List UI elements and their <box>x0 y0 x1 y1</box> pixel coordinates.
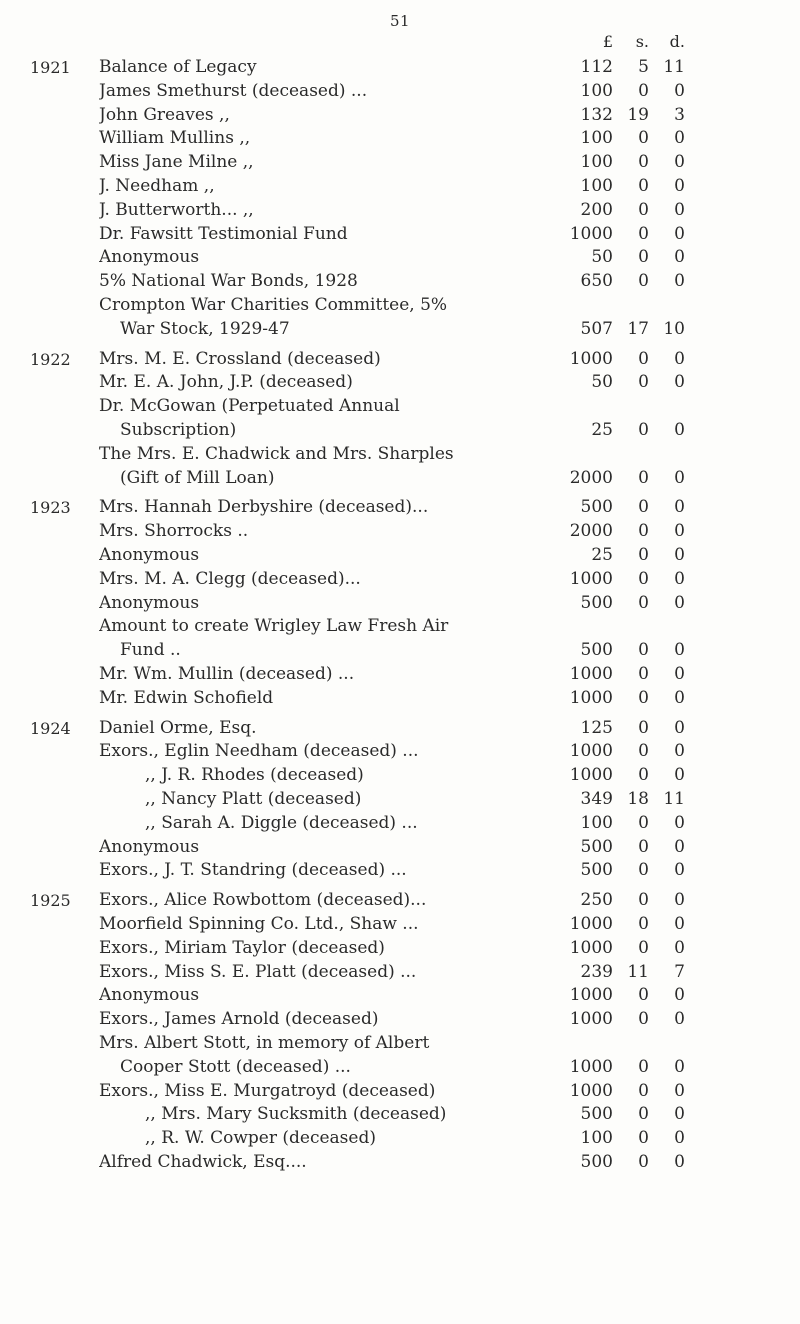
ledger-entry <box>0 615 800 638</box>
amount-shillings: 0 <box>638 1128 649 1149</box>
amount-pounds: 112 <box>580 57 613 77</box>
ledger-entry <box>0 56 800 79</box>
entry-description: Exors., Alice Rowbottom (deceased)... <box>99 890 427 911</box>
ledger-entry <box>0 544 800 567</box>
amount-pounds: 1000 <box>569 937 613 958</box>
entry-description: Dr. McGowan (Perpetuated Annual <box>99 396 400 417</box>
amount-pence: 0 <box>674 223 685 244</box>
entry-description: Mrs. M. E. Crossland (deceased) <box>99 348 381 369</box>
page-number: 51 <box>389 12 411 30</box>
ledger-entry <box>0 80 800 103</box>
entry-description: Anonymous <box>99 836 200 857</box>
amount-pence: 0 <box>674 687 685 708</box>
amount-pence: 0 <box>674 568 685 589</box>
ledger-entry <box>0 687 800 710</box>
amount-pence: 0 <box>674 1152 685 1172</box>
amount-pounds: 500 <box>580 592 613 613</box>
ledger-entry <box>0 788 800 811</box>
ledger-entry <box>0 984 800 1007</box>
entry-year: 1921 <box>30 58 71 77</box>
amount-shillings: 0 <box>638 467 649 488</box>
amount-shillings: 0 <box>638 1009 649 1030</box>
amount-pence: 3 <box>674 104 685 125</box>
amount-pence: 0 <box>674 1056 685 1077</box>
ledger-entry <box>0 443 800 466</box>
ledger-entry <box>0 1151 800 1174</box>
ledger-entry-continuation <box>0 1056 800 1079</box>
amount-pence: 0 <box>674 985 685 1006</box>
amount-pence: 0 <box>674 937 685 958</box>
amount-pence: 0 <box>674 640 685 661</box>
entry-description: War Stock, 1929-47 <box>120 318 290 339</box>
amount-pence: 0 <box>674 890 685 911</box>
amount-shillings: 0 <box>638 592 649 613</box>
entry-description: Exors., Miss E. Murgatroyd (deceased) <box>99 1080 436 1101</box>
amount-pence: 0 <box>674 128 685 149</box>
entry-description: Mrs. M. A. Clegg (deceased)... <box>99 568 361 589</box>
amount-shillings: 0 <box>638 812 649 833</box>
amount-shillings: 0 <box>638 568 649 589</box>
ledger-entry-continuation <box>0 419 800 442</box>
entry-description: ,, Mrs. Mary Sucksmith (deceased) <box>145 1104 447 1125</box>
amount-pounds: 2000 <box>569 521 613 542</box>
amount-pounds: 500 <box>580 640 613 661</box>
entry-description: J. Butterworth... ,, <box>99 199 254 220</box>
amount-shillings: 0 <box>638 348 649 369</box>
ledger-entry <box>0 371 800 394</box>
amount-shillings: 0 <box>638 914 649 934</box>
entry-description: Subscription) <box>120 420 237 440</box>
entry-description: Exors., J. T. Standring (deceased) ... <box>99 860 407 881</box>
amount-pence: 0 <box>674 914 685 934</box>
amount-shillings: 0 <box>638 717 649 738</box>
entry-description: Moorfield Spinning Co. Ltd., Shaw ... <box>99 914 419 934</box>
shillings-header: s. <box>635 32 649 51</box>
amount-pounds: 2000 <box>569 467 613 488</box>
amount-shillings: 0 <box>638 1080 649 1101</box>
amount-pence: 0 <box>674 521 685 542</box>
amount-shillings: 0 <box>638 199 649 220</box>
entry-description: Mr. Wm. Mullin (deceased) ... <box>99 664 355 684</box>
amount-pence: 0 <box>674 812 685 833</box>
ledger-entry <box>0 764 800 787</box>
ledger-entry <box>0 520 800 543</box>
entry-description: Exors., Miriam Taylor (deceased) <box>99 937 385 958</box>
ledger-entry <box>0 104 800 127</box>
ledger-entry <box>0 913 800 936</box>
amount-pounds: 500 <box>580 1152 613 1172</box>
amount-shillings: 0 <box>638 985 649 1006</box>
amount-pounds: 507 <box>580 318 613 339</box>
amount-shillings: 0 <box>638 521 649 542</box>
ledger-entry <box>0 717 800 740</box>
amount-pounds: 1000 <box>569 664 613 684</box>
amount-pounds: 1000 <box>569 1009 613 1030</box>
ledger-entry <box>0 395 800 418</box>
amount-pence: 0 <box>674 741 685 762</box>
ledger-entry <box>0 199 800 222</box>
amount-shillings: 0 <box>638 687 649 708</box>
amount-pounds: 1000 <box>569 914 613 934</box>
entry-description: William Mullins ,, <box>99 128 251 149</box>
amount-pence: 0 <box>674 176 685 196</box>
entry-description: James Smethurst (deceased) ... <box>99 80 368 101</box>
amount-pence: 0 <box>674 1128 685 1149</box>
ledger-entry-continuation <box>0 467 800 490</box>
amount-pounds: 125 <box>580 717 613 738</box>
amount-pence: 7 <box>674 961 685 982</box>
amount-pence: 0 <box>674 545 685 565</box>
amount-pounds: 200 <box>580 199 613 220</box>
entry-description: Miss Jane Milne ,, <box>99 152 254 173</box>
amount-pounds: 100 <box>580 152 613 173</box>
amount-pence: 0 <box>674 497 685 518</box>
amount-pounds: 500 <box>580 836 613 857</box>
ledger-entry <box>0 246 800 269</box>
amount-pounds: 500 <box>580 497 613 518</box>
ledger-entry <box>0 223 800 246</box>
amount-pounds: 25 <box>591 420 613 440</box>
ledger-entry <box>0 592 800 615</box>
amount-shillings: 0 <box>638 247 649 268</box>
ledger-entry <box>0 836 800 859</box>
entry-description: Fund .. <box>120 640 181 661</box>
amount-pence: 0 <box>674 199 685 220</box>
entry-description: Exors., Miss S. E. Platt (deceased) ... <box>99 961 417 982</box>
entry-description: Crompton War Charities Committee, 5% <box>99 295 448 315</box>
amount-shillings: 5 <box>638 57 649 77</box>
ledger-entry <box>0 859 800 882</box>
ledger-entry <box>0 496 800 519</box>
amount-pence: 0 <box>674 664 685 684</box>
amount-pounds: 1000 <box>569 1080 613 1101</box>
amount-pence: 0 <box>674 80 685 101</box>
entry-description: Anonymous <box>99 985 200 1006</box>
ledger-entry <box>0 937 800 960</box>
ledger-entry-continuation <box>0 639 800 662</box>
amount-pounds: 100 <box>580 80 613 101</box>
amount-pence: 0 <box>674 247 685 268</box>
currency-header <box>0 30 800 53</box>
amount-pence: 10 <box>663 318 685 339</box>
amount-pence: 0 <box>674 1104 685 1125</box>
amount-pounds: 1000 <box>569 1056 613 1077</box>
amount-shillings: 0 <box>638 860 649 881</box>
amount-pence: 11 <box>663 57 685 77</box>
amount-shillings: 0 <box>638 664 649 684</box>
amount-pence: 0 <box>674 717 685 738</box>
entry-description: John Greaves ,, <box>99 104 230 125</box>
amount-pence: 0 <box>674 271 685 292</box>
amount-shillings: 0 <box>638 271 649 292</box>
entry-description: Balance of Legacy <box>99 57 257 77</box>
entry-description: J. Needham ,, <box>99 176 215 196</box>
amount-pounds: 1000 <box>569 348 613 369</box>
amount-shillings: 0 <box>638 937 649 958</box>
entry-description: Mrs. Albert Stott, in memory of Albert <box>99 1033 430 1053</box>
amount-pence: 0 <box>674 836 685 857</box>
ledger-entry <box>0 663 800 686</box>
amount-shillings: 18 <box>627 789 649 809</box>
entry-description: (Gift of Mill Loan) <box>120 467 275 488</box>
amount-shillings: 11 <box>627 961 649 982</box>
entry-year: 1923 <box>30 498 71 518</box>
entry-description: ,, R. W. Cowper (deceased) <box>145 1128 376 1149</box>
amount-shillings: 0 <box>638 152 649 173</box>
ledger-entry <box>0 961 800 984</box>
entry-description: ,, Nancy Platt (deceased) <box>145 789 362 809</box>
amount-pounds: 1000 <box>569 687 613 708</box>
entry-year: 1922 <box>30 349 71 369</box>
amount-shillings: 0 <box>638 128 649 149</box>
ledger-entry <box>0 175 800 198</box>
entry-year: 1925 <box>30 891 71 911</box>
amount-pounds: 100 <box>580 128 613 149</box>
ledger-entry <box>0 294 800 317</box>
ledger-entry <box>0 127 800 150</box>
ledger-entry <box>0 812 800 835</box>
amount-shillings: 0 <box>638 1104 649 1125</box>
amount-shillings: 0 <box>638 741 649 762</box>
amount-shillings: 0 <box>638 1056 649 1077</box>
entry-description: Mr. E. A. John, J.P. (deceased) <box>99 372 353 393</box>
amount-pounds: 1000 <box>569 985 613 1006</box>
amount-pence: 0 <box>674 592 685 613</box>
amount-pounds: 500 <box>580 1104 613 1125</box>
amount-pounds: 100 <box>580 1128 613 1149</box>
amount-pounds: 250 <box>580 890 613 911</box>
ledger-entry <box>0 270 800 293</box>
ledger-entry <box>0 1008 800 1031</box>
ledger-entry <box>0 1080 800 1103</box>
entry-description: The Mrs. E. Chadwick and Mrs. Sharples <box>99 443 454 464</box>
entry-description: Exors., Eglin Needham (deceased) ... <box>99 741 419 762</box>
amount-shillings: 0 <box>638 372 649 393</box>
entry-description: Anonymous <box>99 247 200 268</box>
amount-shillings: 0 <box>638 836 649 857</box>
amount-pence: 0 <box>674 860 685 881</box>
ledger-entry-continuation <box>0 318 800 341</box>
amount-pounds: 132 <box>580 104 613 125</box>
pence-header: d. <box>669 32 685 51</box>
entry-description: Exors., James Arnold (deceased) <box>99 1009 379 1030</box>
entry-description: Cooper Stott (deceased) ... <box>120 1056 351 1077</box>
ledger-entry <box>0 348 800 371</box>
amount-pounds: 1000 <box>569 741 613 762</box>
entry-description: ,, Sarah A. Diggle (deceased) ... <box>145 812 418 833</box>
amount-shillings: 0 <box>638 765 649 786</box>
entry-description: ,, J. R. Rhodes (deceased) <box>145 765 364 786</box>
amount-pence: 0 <box>674 420 685 440</box>
entry-description: Dr. Fawsitt Testimonial Fund <box>99 223 348 244</box>
amount-shillings: 0 <box>638 420 649 440</box>
amount-pence: 0 <box>674 1080 685 1101</box>
entry-year: 1924 <box>30 718 71 738</box>
entry-description: Anonymous <box>99 592 200 613</box>
entry-description: Amount to create Wrigley Law Fresh Air <box>99 616 449 637</box>
amount-pounds: 100 <box>580 176 613 196</box>
amount-shillings: 0 <box>638 223 649 244</box>
amount-pounds: 349 <box>580 789 613 809</box>
ledger-entry <box>0 740 800 763</box>
entry-description: Mrs. Hannah Derbyshire (deceased)... <box>99 497 429 518</box>
ledger-entry <box>0 1032 800 1055</box>
amount-pence: 0 <box>674 348 685 369</box>
amount-pounds: 1000 <box>569 223 613 244</box>
ledger-entry <box>0 1127 800 1150</box>
amount-pence: 11 <box>663 789 685 809</box>
amount-pence: 0 <box>674 372 685 393</box>
amount-pounds: 239 <box>580 961 613 982</box>
amount-pounds: 50 <box>591 372 613 393</box>
amount-pence: 0 <box>674 1009 685 1030</box>
amount-pounds: 50 <box>591 247 613 268</box>
amount-pounds: 650 <box>580 271 613 292</box>
amount-shillings: 0 <box>638 497 649 518</box>
amount-pence: 0 <box>674 467 685 488</box>
ledger-entry <box>0 1103 800 1126</box>
entry-description: Mrs. Shorrocks .. <box>99 521 249 542</box>
amount-pounds: 500 <box>580 860 613 881</box>
entry-description: Daniel Orme, Esq. <box>99 717 257 738</box>
amount-shillings: 19 <box>627 104 649 125</box>
pounds-header: £ <box>602 32 613 51</box>
amount-pounds: 1000 <box>569 765 613 786</box>
entry-description: Anonymous <box>99 545 200 565</box>
entry-description: 5% National War Bonds, 1928 <box>99 271 358 292</box>
amount-pounds: 25 <box>591 545 613 565</box>
amount-shillings: 0 <box>638 1152 649 1172</box>
amount-pounds: 1000 <box>569 568 613 589</box>
amount-shillings: 0 <box>638 545 649 565</box>
ledger-entry <box>0 568 800 591</box>
amount-shillings: 0 <box>638 176 649 196</box>
entry-description: Mr. Edwin Schofield <box>99 687 274 708</box>
amount-pence: 0 <box>674 765 685 786</box>
amount-shillings: 17 <box>627 318 649 339</box>
amount-shillings: 0 <box>638 80 649 101</box>
ledger-entry <box>0 889 800 912</box>
ledger-entry <box>0 151 800 174</box>
entry-description: Alfred Chadwick, Esq.... <box>99 1152 307 1172</box>
amount-shillings: 0 <box>638 640 649 661</box>
amount-pence: 0 <box>674 152 685 173</box>
amount-shillings: 0 <box>638 890 649 911</box>
amount-pounds: 100 <box>580 812 613 833</box>
